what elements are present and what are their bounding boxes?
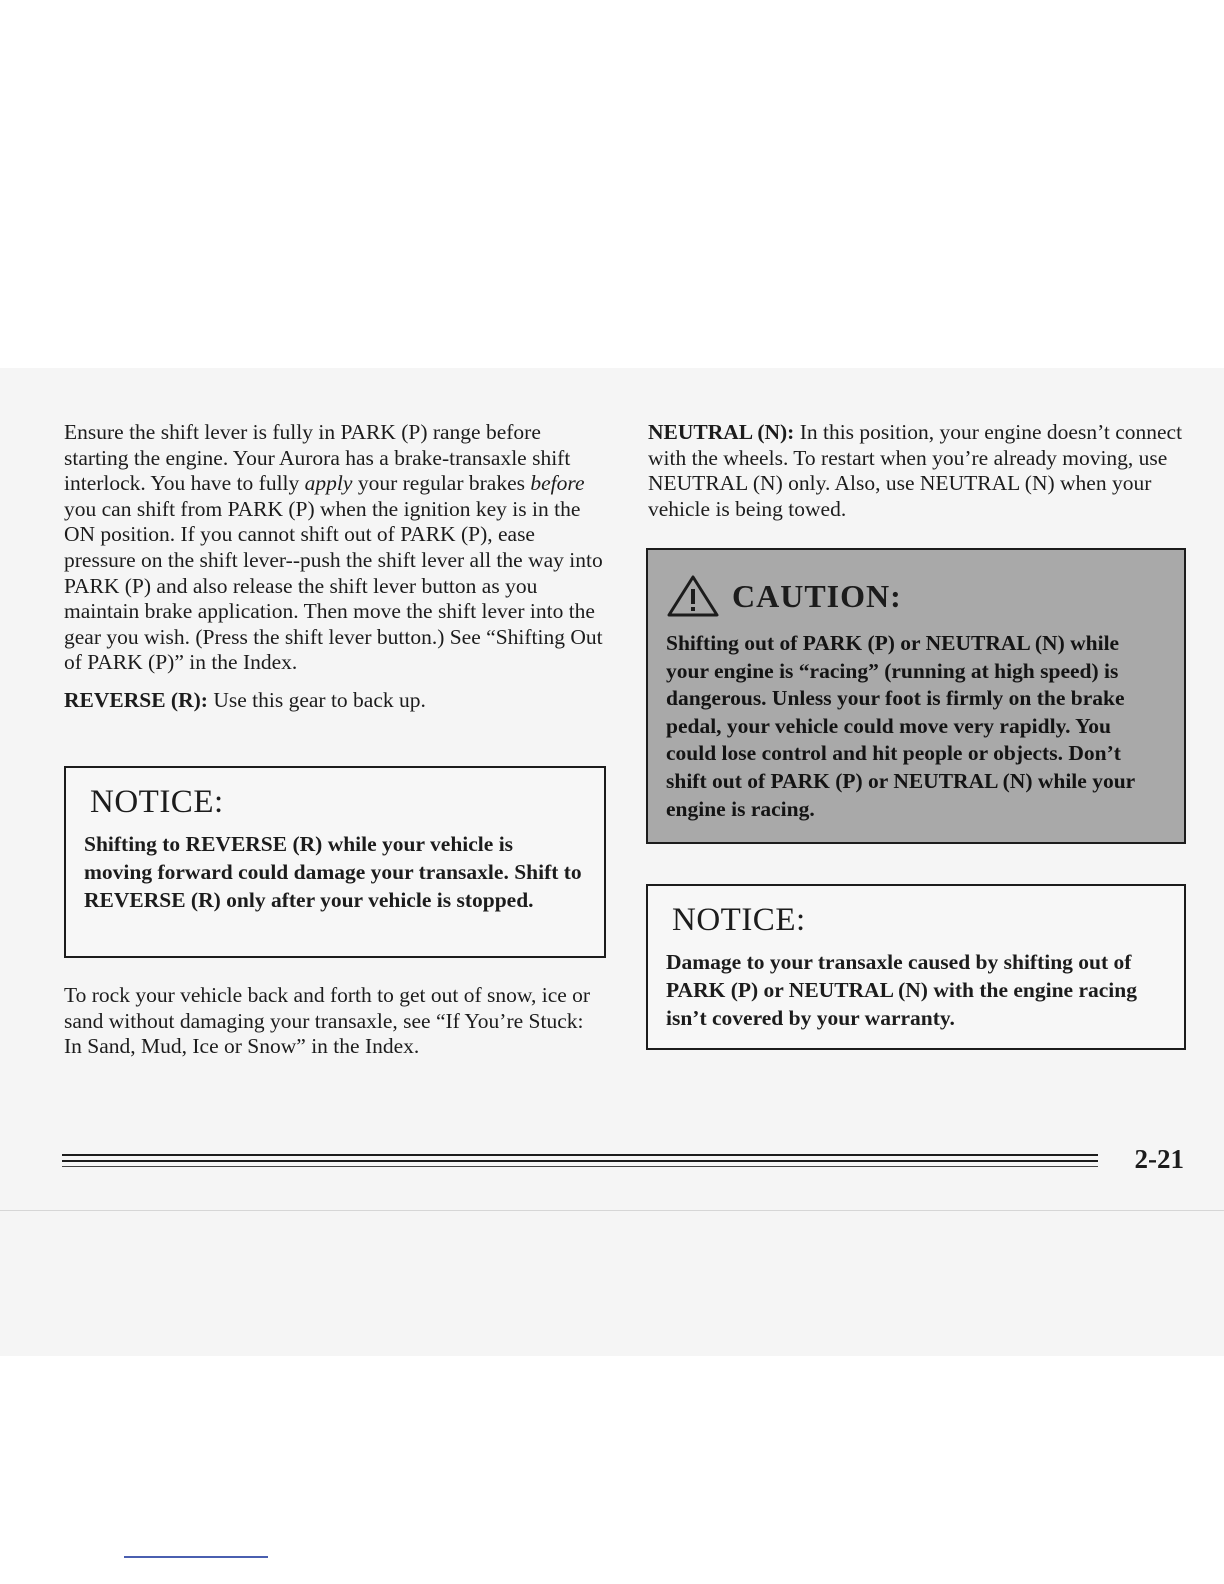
reverse-paragraph <box>64 688 604 714</box>
caution-body: Shifting out of PARK (P) or NEUTRAL (N) while your engine is “racing” (running at high speed) is dangerous. Unless your foot is firmly on the brake pedal, your vehicle could move very rapidly. You could lose control and hit people or objects. Don’t shift out of PARK (P) or NEUTRAL (N) while your engine is racing. <box>666 631 1135 821</box>
scan-edge-line <box>0 1210 1224 1211</box>
page-number: 2-21 <box>1134 1144 1184 1174</box>
caution-box <box>646 548 1186 844</box>
footer-rule <box>62 1166 1098 1167</box>
footer-rule <box>62 1154 1098 1156</box>
notice-body: Shifting to REVERSE (R) while your vehicle is moving forward could damage your transaxle. Shift to REVERSE (R) only after your vehicle is stopped. <box>84 832 582 912</box>
para1-seg-3-italic: before <box>530 471 585 496</box>
neutral-text: In this position, your engine doesn’t connect with the wheels. To restart when you’re already moving, use NEUTRAL (N) only. Also, use NEUTRAL (N) when your vehicle is being towed. <box>648 420 1183 521</box>
notice-body: Damage to your transaxle caused by shifting out of PARK (P) or NEUTRAL (N) with the engine racing isn’t covered by your warranty. <box>666 950 1137 1030</box>
para1-seg-0: Ensure the shift lever is fully in PARK (P) range before starting the engine. Your Aurora has a brake-transaxle shift interlock. You have to fully <box>64 420 571 496</box>
left-column <box>64 420 604 714</box>
page-footer <box>62 1144 1184 1178</box>
rock-vehicle-paragraph: To rock your vehicle back and forth to get out of snow, ice or sand without damaging your transaxle, see “If You’re Stuck: In Sand, Mud, Ice or Snow” in the Index. <box>64 983 591 1059</box>
notice-title: NOTICE: <box>672 902 806 938</box>
footer-rule <box>62 1160 1098 1162</box>
caution-header <box>666 574 1164 618</box>
shift-interlock-paragraph <box>64 420 604 676</box>
caution-title: CAUTION: <box>732 577 902 614</box>
neutral-label: NEUTRAL (N): <box>648 420 795 444</box>
neutral-paragraph <box>648 420 1188 522</box>
bottom-link-underline <box>124 1556 268 1558</box>
para1-seg-4: you can shift from PARK (P) when the ignition key is in the ON position. If you cannot shift out of PARK (P), ease pressure on the shift lever--push the shift lever all the way into PARK (P) and also release the shift lever button as you maintain brake application. Then move the shift lever into the gear you wish. (Press the shift lever button.) See “Shifting Out of PARK (P)” in the Index. <box>64 496 603 675</box>
rock-vehicle-paragraph-wrap <box>64 983 604 1060</box>
right-column <box>648 420 1188 522</box>
warning-triangle-icon <box>666 574 720 618</box>
reverse-text: Use this gear to back up. <box>207 687 426 712</box>
reverse-notice-box <box>64 766 606 958</box>
notice-title: NOTICE: <box>90 784 224 820</box>
para1-seg-1-italic: apply <box>304 471 353 496</box>
para1-seg-2: your regular brakes <box>352 471 531 496</box>
warranty-notice-box <box>646 884 1186 1050</box>
reverse-label: REVERSE (R): <box>64 687 208 712</box>
